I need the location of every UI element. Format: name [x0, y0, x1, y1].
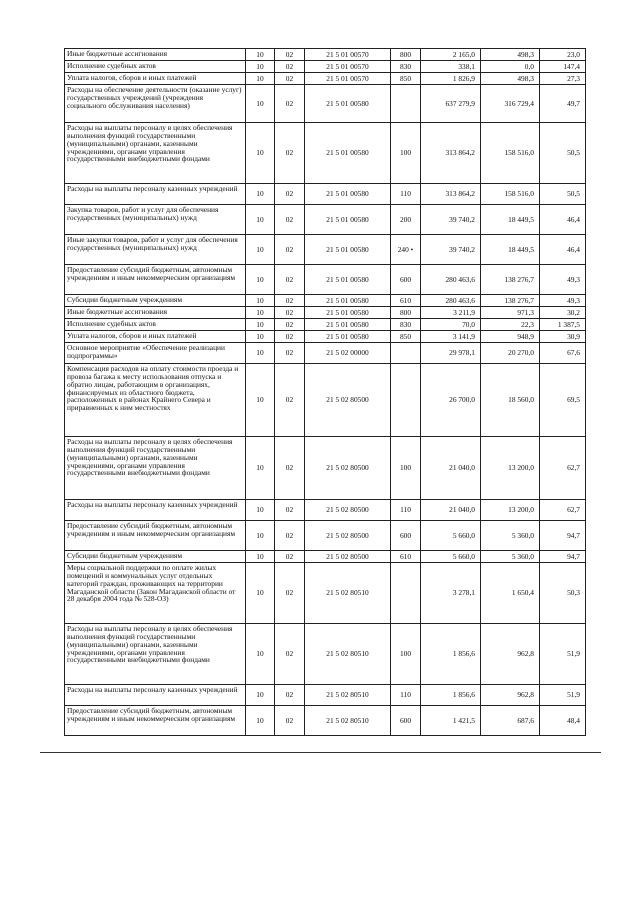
subsection-code: 02 [275, 265, 305, 295]
execution-percent: 27,3 [540, 73, 586, 85]
section-code: 10 [246, 331, 275, 343]
actual-amount: 20 270,0 [481, 343, 540, 364]
table-row [65, 61, 586, 73]
actual-amount: 18 560,0 [481, 364, 540, 437]
execution-percent: 62,7 [540, 437, 586, 500]
expense-name: Предоставление субсидий бюджетным, автономным учреждениям и иным некоммерческим организациям [65, 521, 246, 551]
actual-amount: 138 276,7 [481, 265, 540, 295]
section-code: 10 [246, 706, 275, 736]
section-code: 10 [246, 319, 275, 331]
table-row [65, 551, 586, 563]
table-row [65, 500, 586, 521]
budget-table-body [65, 49, 586, 736]
target-article-code: 21 5 02 80510 [305, 706, 391, 736]
actual-amount: 316 729,4 [481, 85, 540, 123]
expense-type-code: 600 [391, 265, 421, 295]
table-row [65, 235, 586, 265]
expense-name: Расходы на обеспечение деятельности (оказание услуг) государственных учреждений (учреждения социального обслуживания населения) [65, 85, 246, 123]
expense-name: Расходы на выплаты персоналу казенных учреждений [65, 685, 246, 706]
section-code: 10 [246, 437, 275, 500]
target-article-code: 21 5 01 00580 [305, 184, 391, 205]
target-article-code: 21 5 01 00580 [305, 85, 391, 123]
table-row [65, 685, 586, 706]
expense-type-code: 830 [391, 61, 421, 73]
expense-name: Предоставление субсидий бюджетным, автономным учреждениям и иным некоммерческим организациям [65, 706, 246, 736]
expense-name: Меры социальной поддержки по оплате жилых помещений и коммунальных услуг отдельных категорий граждан, проживающих на территории Магаданской области (Закон Магаданской области от 28 декабря 2004 года № 528-ОЗ) [65, 563, 246, 624]
planned-amount: 3 278,1 [421, 563, 481, 624]
section-code: 10 [246, 85, 275, 123]
planned-amount: 313 864,2 [421, 184, 481, 205]
execution-percent: 51,9 [540, 624, 586, 685]
expense-type-code [391, 343, 421, 364]
actual-amount: 13 200,0 [481, 437, 540, 500]
section-code: 10 [246, 624, 275, 685]
expense-name: Закупка товаров, работ и услуг для обеспечения государственных (муниципальных) нужд [65, 205, 246, 235]
actual-amount: 22,3 [481, 319, 540, 331]
planned-amount: 2 165,0 [421, 49, 481, 61]
planned-amount: 280 463,6 [421, 295, 481, 307]
planned-amount: 1 421,5 [421, 706, 481, 736]
expense-name: Субсидии бюджетным учреждениям [65, 551, 246, 563]
table-row [65, 364, 586, 437]
expense-type-code [391, 563, 421, 624]
execution-percent: 49,7 [540, 85, 586, 123]
expense-type-code: 600 [391, 521, 421, 551]
planned-amount: 3 141,9 [421, 331, 481, 343]
execution-percent: 51,9 [540, 685, 586, 706]
target-article-code: 21 5 02 00000 [305, 343, 391, 364]
planned-amount: 1 856,6 [421, 624, 481, 685]
table-row [65, 295, 586, 307]
table-row [65, 123, 586, 184]
expense-type-code: 110 [391, 184, 421, 205]
actual-amount: 158 516,0 [481, 184, 540, 205]
planned-amount: 29 978,1 [421, 343, 481, 364]
subsection-code: 02 [275, 331, 305, 343]
planned-amount: 70,0 [421, 319, 481, 331]
expense-type-code: 830 [391, 319, 421, 331]
execution-percent: 49,3 [540, 295, 586, 307]
expense-type-code: 100 [391, 624, 421, 685]
target-article-code: 21 5 01 00580 [305, 331, 391, 343]
actual-amount: 0,0 [481, 61, 540, 73]
execution-percent: 49,3 [540, 265, 586, 295]
expense-type-code: 850 [391, 331, 421, 343]
table-row [65, 205, 586, 235]
table-row [65, 49, 586, 61]
actual-amount: 962,8 [481, 624, 540, 685]
table-row [65, 437, 586, 500]
section-code: 10 [246, 685, 275, 706]
expense-type-code: 800 [391, 49, 421, 61]
actual-amount: 13 200,0 [481, 500, 540, 521]
planned-amount: 338,1 [421, 61, 481, 73]
expense-name: Исполнение судебных актов [65, 61, 246, 73]
execution-percent: 147,4 [540, 61, 586, 73]
section-code: 10 [246, 235, 275, 265]
budget-table [64, 48, 586, 736]
actual-amount: 5 360,0 [481, 521, 540, 551]
subsection-code: 02 [275, 61, 305, 73]
planned-amount: 21 040,0 [421, 437, 481, 500]
planned-amount: 5 660,0 [421, 551, 481, 563]
execution-percent: 94,7 [540, 551, 586, 563]
table-row [65, 706, 586, 736]
expense-type-code: 100 [391, 123, 421, 184]
target-article-code: 21 5 02 80500 [305, 521, 391, 551]
execution-percent: 50,5 [540, 123, 586, 184]
section-code: 10 [246, 307, 275, 319]
execution-percent: 94,7 [540, 521, 586, 551]
table-row [65, 624, 586, 685]
subsection-code: 02 [275, 521, 305, 551]
execution-percent: 67,6 [540, 343, 586, 364]
table-row [65, 521, 586, 551]
expense-type-code: 110 [391, 500, 421, 521]
expense-type-code: 240 • [391, 235, 421, 265]
actual-amount: 138 276,7 [481, 295, 540, 307]
subsection-code: 02 [275, 551, 305, 563]
execution-percent: 48,4 [540, 706, 586, 736]
actual-amount: 498,3 [481, 49, 540, 61]
section-code: 10 [246, 205, 275, 235]
actual-amount: 498,3 [481, 73, 540, 85]
section-code: 10 [246, 521, 275, 551]
expense-type-code: 610 [391, 295, 421, 307]
planned-amount: 21 040,0 [421, 500, 481, 521]
target-article-code: 21 5 01 00570 [305, 61, 391, 73]
actual-amount: 687,6 [481, 706, 540, 736]
expense-name: Уплата налогов, сборов и иных платежей [65, 331, 246, 343]
planned-amount: 280 463,6 [421, 265, 481, 295]
expense-name: Расходы на выплаты персоналу в целях обеспечения выполнения функций государственными (муниципальными) органами, казенными учреждениями, органами управления государственными внебюджетными фондами [65, 624, 246, 685]
subsection-code: 02 [275, 205, 305, 235]
expense-type-code: 600 [391, 706, 421, 736]
target-article-code: 21 5 02 80500 [305, 364, 391, 437]
table-row [65, 319, 586, 331]
table-row [65, 343, 586, 364]
expense-name: Предоставление субсидий бюджетным, автономным учреждениям и иным некоммерческим организациям [65, 265, 246, 295]
target-article-code: 21 5 02 80510 [305, 685, 391, 706]
expense-name: Компенсация расходов на оплату стоимости проезда и провоза багажа к месту использования отпуска и обратно лицам, работающим в организациях, финансируемых из областного бюджета, расположенных в районах Крайнего Севера и приравненных к ним местностях [65, 364, 246, 437]
expense-type-code: 800 [391, 307, 421, 319]
subsection-code: 02 [275, 85, 305, 123]
target-article-code: 21 5 01 00570 [305, 49, 391, 61]
subsection-code: 02 [275, 563, 305, 624]
expense-name: Уплата налогов, сборов и иных платежей [65, 73, 246, 85]
planned-amount: 5 660,0 [421, 521, 481, 551]
subsection-code: 02 [275, 235, 305, 265]
target-article-code: 21 5 01 00580 [305, 235, 391, 265]
section-code: 10 [246, 265, 275, 295]
section-code: 10 [246, 61, 275, 73]
execution-percent: 30,9 [540, 331, 586, 343]
actual-amount: 18 449,5 [481, 235, 540, 265]
actual-amount: 962,8 [481, 685, 540, 706]
section-code: 10 [246, 184, 275, 205]
subsection-code: 02 [275, 307, 305, 319]
expense-name: Субсидии бюджетным учреждениям [65, 295, 246, 307]
subsection-code: 02 [275, 500, 305, 521]
table-row [65, 331, 586, 343]
planned-amount: 1 826,9 [421, 73, 481, 85]
planned-amount: 1 856,6 [421, 685, 481, 706]
section-code: 10 [246, 364, 275, 437]
target-article-code: 21 5 01 00580 [305, 123, 391, 184]
table-row [65, 73, 586, 85]
section-code: 10 [246, 343, 275, 364]
expense-name: Расходы на выплаты персоналу казенных учреждений [65, 184, 246, 205]
expense-type-code: 100 [391, 437, 421, 500]
section-code: 10 [246, 551, 275, 563]
expense-type-code: 610 [391, 551, 421, 563]
expense-name: Расходы на выплаты персоналу в целях обеспечения выполнения функций государственными (муниципальными) органами, казенными учреждениями, органами управления государственными внебюджетными фондами [65, 123, 246, 184]
section-code: 10 [246, 295, 275, 307]
table-row [65, 307, 586, 319]
expense-name: Основное мероприятие «Обеспечение реализации подпрограммы» [65, 343, 246, 364]
expense-type-code [391, 85, 421, 123]
section-code: 10 [246, 563, 275, 624]
target-article-code: 21 5 02 80510 [305, 624, 391, 685]
expense-name: Иные бюджетные ассигнования [65, 49, 246, 61]
execution-percent: 46,4 [540, 205, 586, 235]
expense-type-code: 200 [391, 205, 421, 235]
target-article-code: 21 5 02 80510 [305, 563, 391, 624]
section-code: 10 [246, 500, 275, 521]
execution-percent: 46,4 [540, 235, 586, 265]
page-footer-rule [40, 752, 601, 753]
actual-amount: 5 360,0 [481, 551, 540, 563]
target-article-code: 21 5 01 00580 [305, 265, 391, 295]
execution-percent: 30,2 [540, 307, 586, 319]
subsection-code: 02 [275, 49, 305, 61]
table-row [65, 563, 586, 624]
execution-percent: 69,5 [540, 364, 586, 437]
execution-percent: 62,7 [540, 500, 586, 521]
planned-amount: 313 864,2 [421, 123, 481, 184]
planned-amount: 39 740,2 [421, 235, 481, 265]
subsection-code: 02 [275, 685, 305, 706]
actual-amount: 971,3 [481, 307, 540, 319]
subsection-code: 02 [275, 706, 305, 736]
target-article-code: 21 5 02 80500 [305, 551, 391, 563]
actual-amount: 18 449,5 [481, 205, 540, 235]
execution-percent: 1 387,5 [540, 319, 586, 331]
target-article-code: 21 5 01 00570 [305, 73, 391, 85]
table-row [65, 265, 586, 295]
actual-amount: 1 650,4 [481, 563, 540, 624]
subsection-code: 02 [275, 319, 305, 331]
execution-percent: 50,5 [540, 184, 586, 205]
subsection-code: 02 [275, 364, 305, 437]
subsection-code: 02 [275, 295, 305, 307]
actual-amount: 158 516,0 [481, 123, 540, 184]
table-row [65, 184, 586, 205]
expense-type-code [391, 364, 421, 437]
table-row [65, 85, 586, 123]
target-article-code: 21 5 02 80500 [305, 500, 391, 521]
target-article-code: 21 5 01 00580 [305, 295, 391, 307]
subsection-code: 02 [275, 184, 305, 205]
planned-amount: 3 211,9 [421, 307, 481, 319]
actual-amount: 948,9 [481, 331, 540, 343]
subsection-code: 02 [275, 73, 305, 85]
planned-amount: 39 740,2 [421, 205, 481, 235]
target-article-code: 21 5 01 00580 [305, 205, 391, 235]
subsection-code: 02 [275, 343, 305, 364]
planned-amount: 26 700,0 [421, 364, 481, 437]
expense-name: Расходы на выплаты персоналу казенных учреждений [65, 500, 246, 521]
expense-type-code: 850 [391, 73, 421, 85]
subsection-code: 02 [275, 624, 305, 685]
section-code: 10 [246, 49, 275, 61]
expense-name: Исполнение судебных актов [65, 319, 246, 331]
target-article-code: 21 5 01 00580 [305, 307, 391, 319]
planned-amount: 637 279,9 [421, 85, 481, 123]
expense-type-code: 110 [391, 685, 421, 706]
execution-percent: 23,0 [540, 49, 586, 61]
subsection-code: 02 [275, 123, 305, 184]
execution-percent: 50,3 [540, 563, 586, 624]
expense-name: Расходы на выплаты персоналу в целях обеспечения выполнения функций государственными (муниципальными) органами, казенными учреждениями, органами управления государственными внебюджетными фондами [65, 437, 246, 500]
target-article-code: 21 5 02 80500 [305, 437, 391, 500]
expense-name: Иные закупки товаров, работ и услуг для обеспечения государственных (муниципальных) нужд [65, 235, 246, 265]
section-code: 10 [246, 73, 275, 85]
section-code: 10 [246, 123, 275, 184]
target-article-code: 21 5 01 00580 [305, 319, 391, 331]
subsection-code: 02 [275, 437, 305, 500]
expense-name: Иные бюджетные ассигнования [65, 307, 246, 319]
